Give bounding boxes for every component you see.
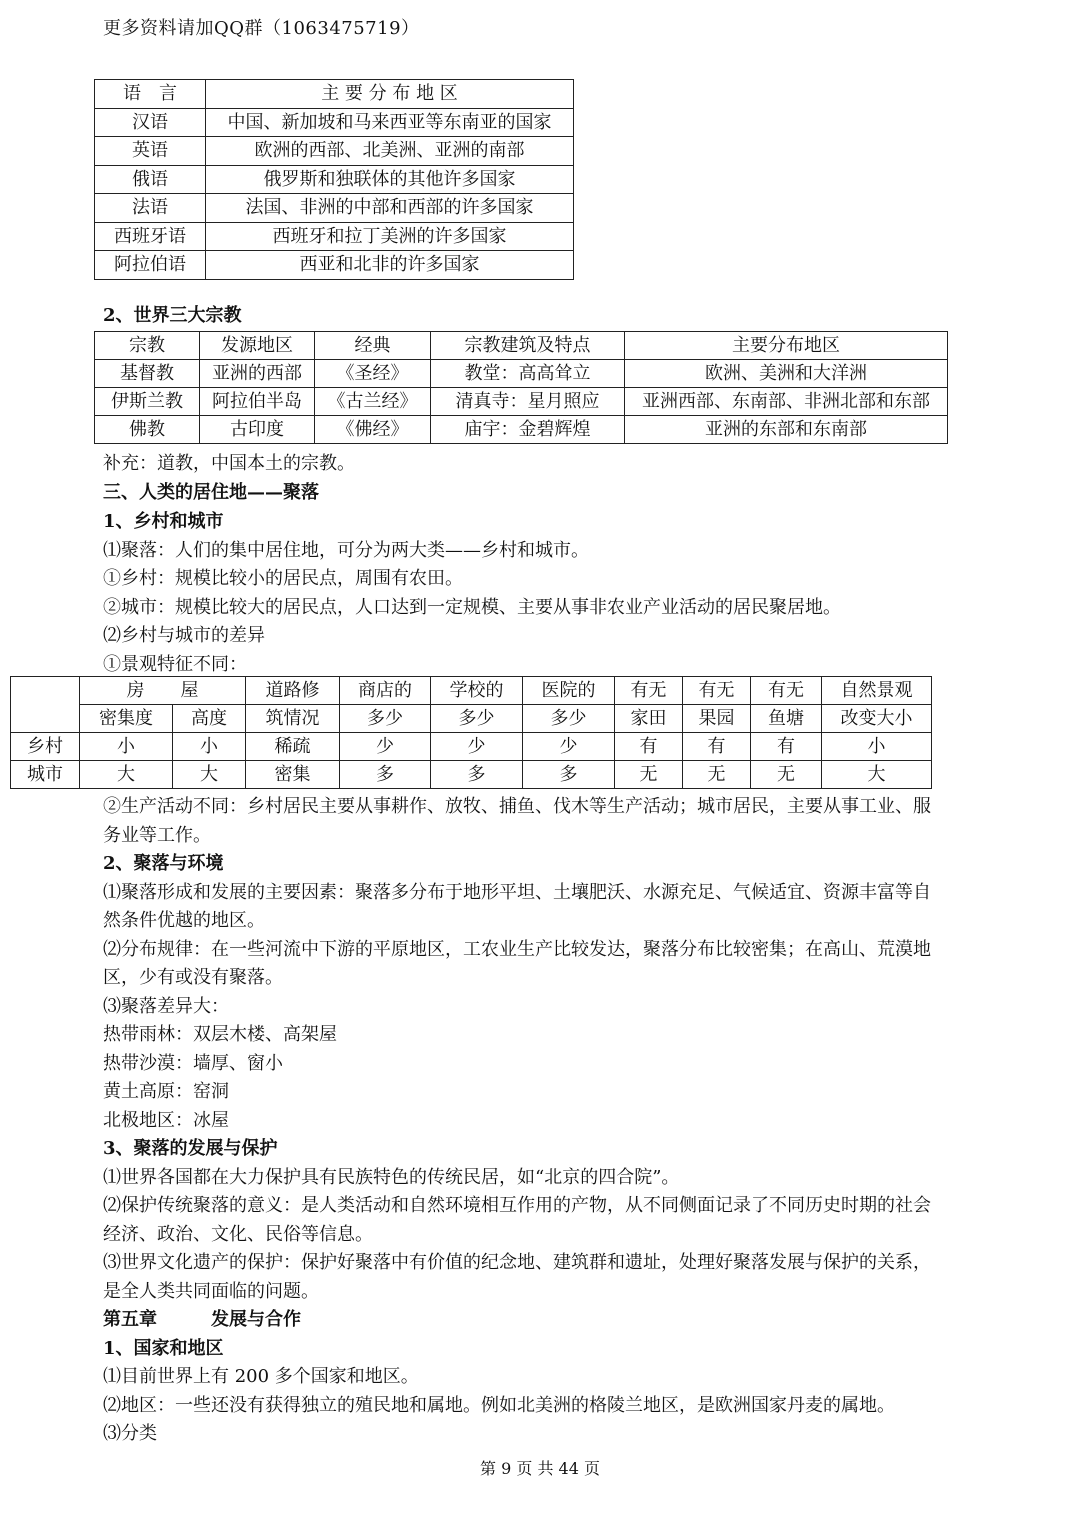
table-cell: 亚洲西部、东南部、非洲北部和东部: [625, 388, 948, 416]
table-header-cell: 经典: [315, 332, 431, 360]
paragraph: 热带沙漠：墙厚、窗小: [103, 1053, 283, 1074]
religion-supplement: 补充：道教，中国本土的宗教。: [103, 453, 355, 474]
paragraph: ⑴世界各国都在大力保护具有民族特色的传统民居，如“北京的四合院”。: [103, 1167, 680, 1188]
table-header-cell: 医院的: [523, 677, 615, 705]
table-cell: 中国、新加坡和马来西亚等东南亚的国家: [206, 108, 574, 137]
table-cell: 小: [173, 733, 246, 761]
paragraph: ⑴聚落：人们的集中居住地，可分为两大类——乡村和城市。: [103, 540, 589, 561]
table-header-cell: 家田: [615, 705, 683, 733]
table-cell: 无: [751, 761, 822, 789]
table-header-cell: 学校的: [431, 677, 523, 705]
paragraph: ⑵分布规律：在一些河流中下游的平原地区，工农业生产比较发达，聚落分布比较密集；在高山、荒漠地: [103, 939, 931, 960]
table-header-cell: 多少: [340, 705, 431, 733]
table-cell: 英语: [95, 137, 206, 166]
table-header-cell: 自然景观: [822, 677, 932, 705]
table-header-row: [95, 80, 574, 109]
table-row: [95, 360, 948, 388]
table-header-cell: 语 言: [95, 80, 206, 109]
table-cell: 基督教: [95, 360, 200, 388]
table-cell: 大: [173, 761, 246, 789]
paragraph: 区，少有或没有聚落。: [103, 967, 283, 988]
paragraph: ②城市：规模比较大的居民点，人口达到一定规模、主要从事非农业产业活动的居民聚居地。: [103, 597, 841, 618]
table-cell: 《佛经》: [315, 416, 431, 444]
table-cell: 《古兰经》: [315, 388, 431, 416]
table-cell: 小: [80, 733, 173, 761]
table-cell: 城市: [11, 761, 80, 789]
paragraph: ⑶世界文化遗产的保护：保护好聚落中有价值的纪念地、建筑群和遗址，处理好聚落发展与保护的关系，: [103, 1252, 931, 1273]
table-cell: 汉语: [95, 108, 206, 137]
table-cell: 阿拉伯半岛: [200, 388, 315, 416]
table-cell: 佛教: [95, 416, 200, 444]
table-cell: 法国、非洲的中部和西部的许多国家: [206, 194, 574, 223]
table-row: [95, 416, 948, 444]
paragraph: ⑴目前世界上有 200 多个国家和地区。: [103, 1366, 419, 1387]
paragraph: 热带雨林：双层木楼、高架屋: [103, 1024, 337, 1045]
paragraph: ⑶分类: [103, 1423, 157, 1444]
table-row: [95, 251, 574, 280]
paragraph: ①乡村：规模比较小的居民点，周围有农田。: [103, 568, 463, 589]
header-note: 更多资料请加QQ群（1063475719）: [103, 18, 420, 39]
chapter-title: 第五章 发展与合作: [103, 1309, 301, 1330]
table-cell: 稀疏: [246, 733, 340, 761]
table-header-cell: 主 要 分 布 地 区: [206, 80, 574, 109]
table-header-cell: 有无: [751, 677, 822, 705]
table-cell: 有: [615, 733, 683, 761]
table-header-cell: 多少: [431, 705, 523, 733]
table-row: [95, 194, 574, 223]
table-header-cell: 改变大小: [822, 705, 932, 733]
table-cell: 西班牙和拉丁美洲的许多国家: [206, 222, 574, 251]
table-header-cell: 发源地区: [200, 332, 315, 360]
table-cell: 无: [683, 761, 751, 789]
subsection-title: 3、聚落的发展与保护: [103, 1138, 278, 1159]
table-header-cell: 有无: [615, 677, 683, 705]
table-cell: 西亚和北非的许多国家: [206, 251, 574, 280]
paragraph: 务业等工作。: [103, 825, 211, 846]
table-row: [95, 222, 574, 251]
table-header-cell: 果园: [683, 705, 751, 733]
settlement-table: [10, 676, 932, 789]
table-header-row: [11, 705, 932, 733]
table-cell: 有: [751, 733, 822, 761]
table-header-cell: 宗教: [95, 332, 200, 360]
table-cell: 俄罗斯和独联体的其他许多国家: [206, 165, 574, 194]
page-footer: 第 9 页 共 44 页: [480, 1459, 600, 1478]
paragraph: ⑶聚落差异大：: [103, 996, 229, 1017]
table-header-cell: 鱼塘: [751, 705, 822, 733]
paragraph: ⑵乡村与城市的差异: [103, 625, 265, 646]
table-cell: 密集: [246, 761, 340, 789]
subsection-title: 1、国家和地区: [103, 1338, 224, 1359]
table-cell: 西班牙语: [95, 222, 206, 251]
table-header-cell: 道路修: [246, 677, 340, 705]
section-title: 三、人类的居住地——聚落: [103, 482, 319, 503]
table-corner-cell: [11, 677, 80, 733]
table-cell: 多: [431, 761, 523, 789]
language-table: [94, 79, 574, 280]
table-cell: 法语: [95, 194, 206, 223]
table-cell: 教堂：高高耸立: [431, 360, 625, 388]
table-header-cell: 有无: [683, 677, 751, 705]
paragraph: ⑵保护传统聚落的意义：是人类活动和自然环境相互作用的产物，从不同侧面记录了不同历史时期的社会: [103, 1195, 931, 1216]
table-header-row: [11, 677, 932, 705]
table-cell: 小: [822, 733, 932, 761]
table-header-cell: 主要分布地区: [625, 332, 948, 360]
table-cell: 大: [822, 761, 932, 789]
paragraph: ①景观特征不同：: [103, 654, 247, 675]
table-header-row: [95, 332, 948, 360]
table-cell: 多: [340, 761, 431, 789]
table-cell: 乡村: [11, 733, 80, 761]
paragraph: 然条件优越的地区。: [103, 910, 265, 931]
table-cell: 亚洲的东部和东南部: [625, 416, 948, 444]
table-cell: 庙宇：金碧辉煌: [431, 416, 625, 444]
table-row: [95, 388, 948, 416]
subsection-title: 1、乡村和城市: [103, 511, 224, 532]
table-header-cell: 多少: [523, 705, 615, 733]
table-row: [95, 137, 574, 166]
table-row: [11, 733, 932, 761]
table-header-cell: 密集度: [80, 705, 173, 733]
table-cell: 大: [80, 761, 173, 789]
table-cell: 伊斯兰教: [95, 388, 200, 416]
table-header-cell: 宗教建筑及特点: [431, 332, 625, 360]
table-cell: 少: [523, 733, 615, 761]
table-cell: 阿拉伯语: [95, 251, 206, 280]
table-header-cell: 商店的: [340, 677, 431, 705]
table-cell: 多: [523, 761, 615, 789]
table-header-cell: 房 屋: [80, 677, 246, 705]
table-row: [11, 761, 932, 789]
table-cell: 古印度: [200, 416, 315, 444]
table-header-cell: 高度: [173, 705, 246, 733]
subsection-title: 2、聚落与环境: [103, 853, 224, 874]
paragraph: ⑵地区：一些还没有获得独立的殖民地和属地。例如北美洲的格陵兰地区，是欧洲国家丹麦的属地。: [103, 1395, 895, 1416]
paragraph: 经济、政治、文化、民俗等信息。: [103, 1224, 373, 1245]
table-cell: 俄语: [95, 165, 206, 194]
table-header-cell: 筑情况: [246, 705, 340, 733]
table-cell: 少: [340, 733, 431, 761]
paragraph: 是全人类共同面临的问题。: [103, 1281, 319, 1302]
table-cell: 无: [615, 761, 683, 789]
religion-table: [94, 331, 948, 444]
table-row: [95, 108, 574, 137]
table-cell: 有: [683, 733, 751, 761]
table-cell: 欧洲、美洲和大洋洲: [625, 360, 948, 388]
table-cell: 清真寺：星月照应: [431, 388, 625, 416]
table-row: [95, 165, 574, 194]
table-cell: 亚洲的西部: [200, 360, 315, 388]
religion-title: 2、世界三大宗教: [103, 305, 242, 326]
paragraph: 北极地区：冰屋: [103, 1110, 229, 1131]
paragraph: ⑴聚落形成和发展的主要因素：聚落多分布于地形平坦、土壤肥沃、水源充足、气候适宜、资源丰富等自: [103, 882, 931, 903]
paragraph: ②生产活动不同：乡村居民主要从事耕作、放牧、捕鱼、伐木等生产活动；城市居民，主要从事工业、服: [103, 796, 931, 817]
paragraph: 黄土高原：窑洞: [103, 1081, 229, 1102]
table-cell: 少: [431, 733, 523, 761]
table-cell: 《圣经》: [315, 360, 431, 388]
table-cell: 欧洲的西部、北美洲、亚洲的南部: [206, 137, 574, 166]
